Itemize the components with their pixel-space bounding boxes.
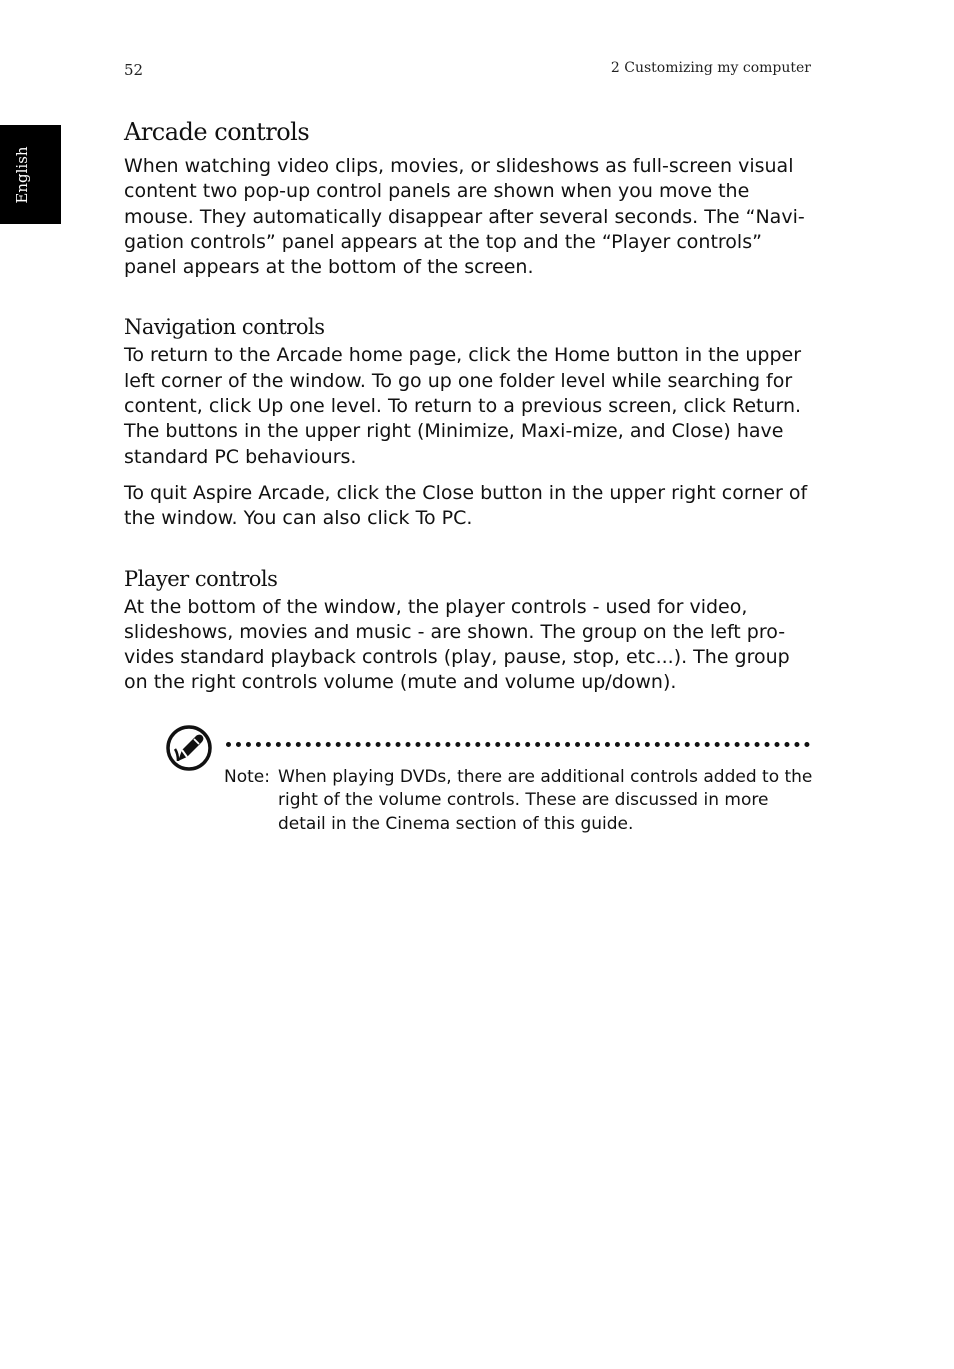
term-up-one-level: Up one level	[257, 395, 376, 418]
term-close: Close	[422, 481, 475, 504]
term-to-pc: To PC	[415, 507, 467, 530]
term-return: Return	[731, 395, 796, 418]
note-label-word: Note	[224, 767, 265, 787]
note-body: When playing DVDs, there are additional controls added to the right of the volume controls. These are discussed in more detail in the Cinema section of this guide.	[278, 767, 813, 834]
note-divider	[226, 742, 810, 747]
nav-text-2: button in the upper left corner of the window. To go up one folder level while searching for content, click	[124, 344, 802, 418]
nav-text-3: . To return to a previous screen, click	[375, 395, 732, 418]
note-label-sep: :	[264, 767, 270, 787]
note-text	[224, 766, 814, 836]
nav-text-1: To return to the Arcade home page, click the	[124, 344, 554, 367]
section-title-arcade: Arcade controls	[124, 118, 310, 146]
section-title-player: Player controls	[124, 566, 278, 591]
nav2-text-2: button in the upper right corner of the window. You can also click	[124, 481, 808, 530]
nav-text-4: . The buttons in the upper right (Minimize, Maxi-mize, and Close) have standard PC behaviours.	[124, 395, 802, 468]
language-tab-label: English	[13, 146, 31, 204]
navigation-paragraph-2	[124, 481, 814, 532]
nav2-text-3: .	[466, 507, 473, 530]
player-paragraph: At the bottom of the window, the player controls - used for video, slideshows, movies and music - are shown. The group on the left pro-vides standard playback controls (play, pause, stop, etc...). The group on the right controls volume (mute and volume up/down).	[124, 595, 790, 694]
note-box	[165, 724, 815, 844]
page-number: 52	[124, 61, 144, 79]
section-title-navigation: Navigation controls	[124, 315, 325, 340]
note-label	[224, 766, 270, 789]
navigation-paragraph-1	[124, 343, 814, 469]
nav2-text-1: To quit Aspire Arcade, click the	[124, 481, 423, 504]
term-home: Home	[553, 344, 611, 367]
note-pen-icon	[165, 724, 213, 772]
language-tab	[0, 125, 61, 224]
page-content	[124, 118, 814, 696]
chapter-title: 2 Customizing my computer	[610, 60, 811, 76]
arcade-paragraph: When watching video clips, movies, or slideshows as full-screen visual content two pop-up control panels are shown when you move the mouse. They automatically disappear after several seconds. The “Navi-gation controls” panel appears at the top and the “Player controls” panel appears at the bottom of the screen.	[124, 155, 805, 279]
